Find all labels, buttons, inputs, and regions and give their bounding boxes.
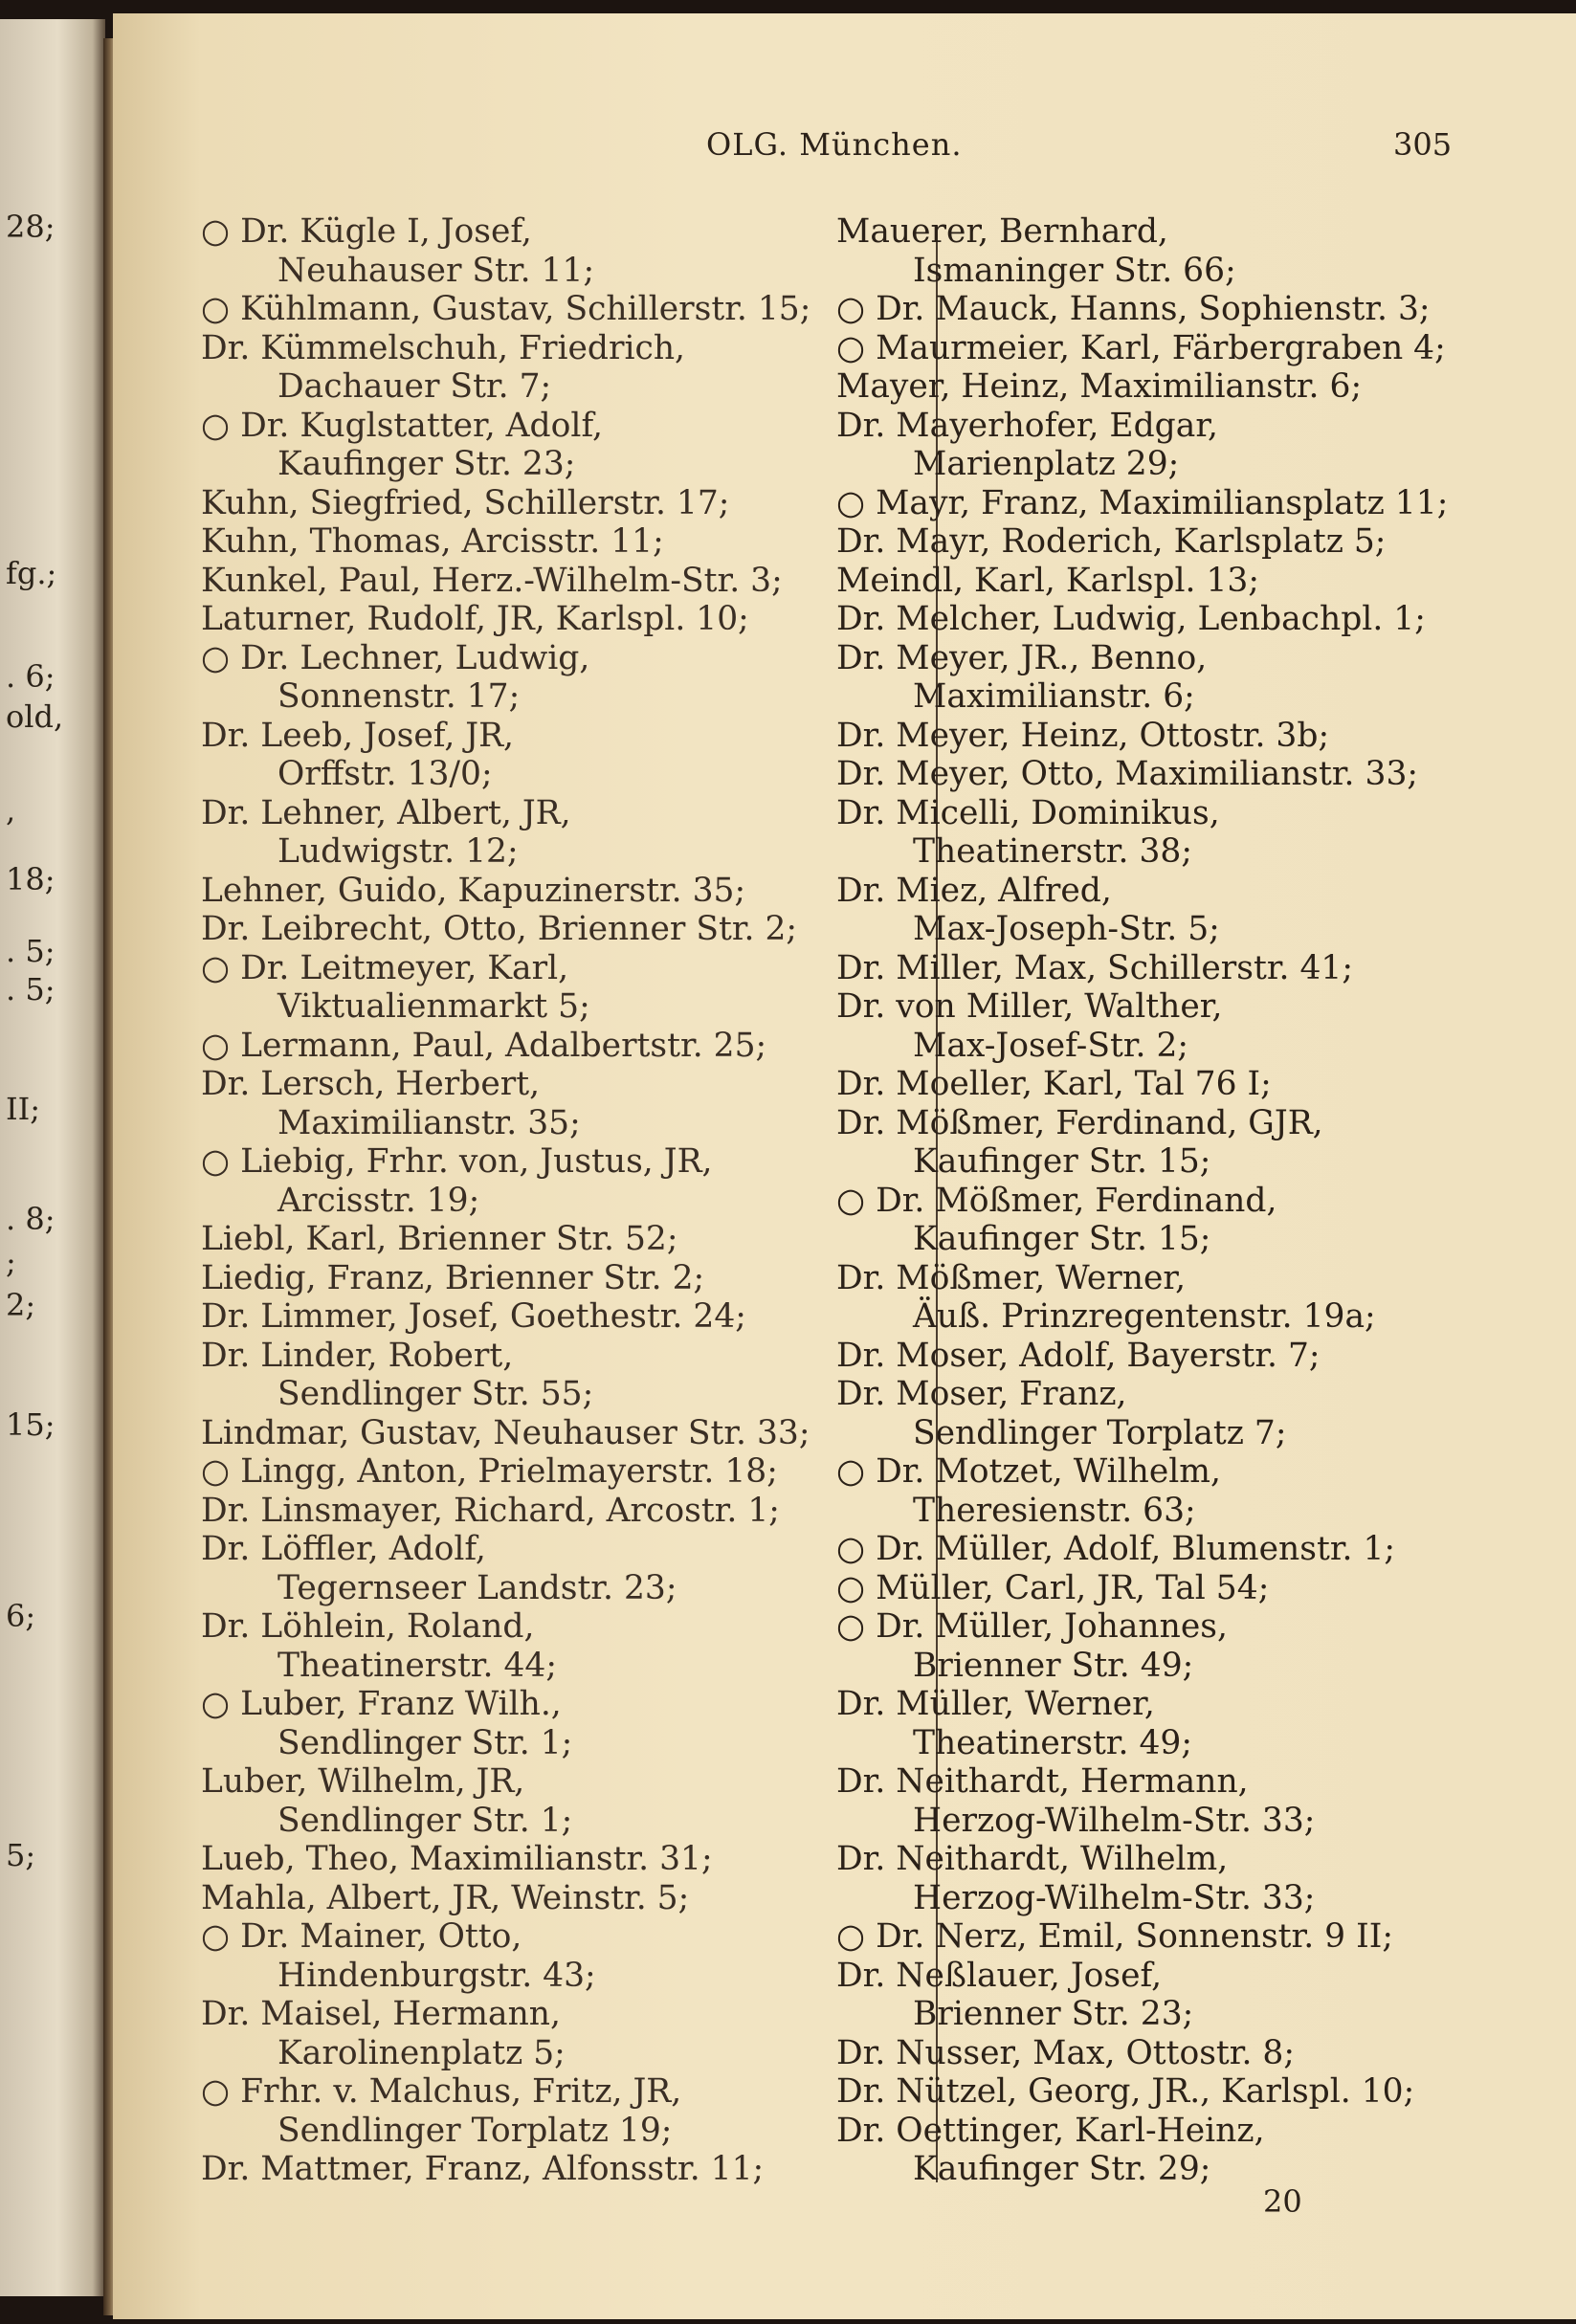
page-header: OLG. München. (706, 126, 963, 163)
list-item: Liebl, Karl, Brienner Str. 52; (201, 1220, 678, 1258)
list-item: Viktualienmarkt 5; (277, 987, 590, 1026)
list-item: Dr. Mößmer, Ferdinand, GJR, (836, 1103, 1323, 1142)
list-item: Dr. Moeller, Karl, Tal 76 I; (836, 1065, 1272, 1103)
list-item: ○ Dr. Mößmer, Ferdinand, (836, 1181, 1277, 1220)
margin-fragment: 6; (6, 1598, 36, 1634)
list-item: Sendlinger Str. 55; (277, 1375, 594, 1413)
list-item: ○ Müller, Carl, JR, Tal 54; (836, 1568, 1270, 1607)
margin-fragment: . 5; (6, 971, 55, 1007)
list-item: Ludwigstr. 12; (277, 832, 519, 871)
list-item: Max-Josef-Str. 2; (913, 1026, 1189, 1065)
list-item: Dr. Melcher, Ludwig, Lenbachpl. 1; (836, 600, 1426, 638)
list-item: Sendlinger Str. 1; (277, 1801, 573, 1840)
margin-fragment: 2; (6, 1287, 36, 1323)
list-item: Lehner, Guido, Kapuzinerstr. 35; (201, 871, 746, 910)
list-item: Sonnenstr. 17; (277, 677, 521, 716)
list-item: Brienner Str. 23; (913, 1995, 1194, 2033)
list-item: Äuß. Prinzregentenstr. 19a; (913, 1297, 1376, 1336)
list-item: Maximilianstr. 35; (277, 1103, 581, 1142)
list-item: Dr. Meyer, Otto, Maximilianstr. 33; (836, 755, 1419, 793)
list-item: Dr. Meyer, JR., Benno, (836, 638, 1208, 677)
list-item: Brienner Str. 49; (913, 1646, 1194, 1685)
list-item: ○ Dr. Leitmeyer, Karl, (201, 948, 569, 987)
margin-fragment: old, (6, 698, 64, 735)
list-item: ○ Dr. Mauck, Hanns, Sophienstr. 3; (836, 290, 1431, 328)
list-item: Dr. Oettinger, Karl-Heinz, (836, 2111, 1265, 2150)
list-item: ○ Maurmeier, Karl, Färbergraben 4; (836, 328, 1446, 367)
margin-fragment: . 6; (6, 658, 55, 695)
list-item: Lueb, Theo, Maximilianstr. 31; (201, 1840, 713, 1878)
list-item: Tegernseer Landstr. 23; (277, 1568, 677, 1607)
signature-mark: 20 (1263, 2183, 1302, 2220)
page-number: 305 (1393, 126, 1453, 163)
list-item: Theatinerstr. 49; (913, 1723, 1192, 1762)
list-item: Liedig, Franz, Brienner Str. 2; (201, 1258, 705, 1297)
margin-fragment: 5; (6, 1837, 36, 1873)
list-item: ○ Dr. Müller, Adolf, Blumenstr. 1; (836, 1530, 1396, 1568)
list-item: Sendlinger Torplatz 19; (277, 2111, 673, 2150)
list-item: ○ Frhr. v. Malchus, Fritz, JR, (201, 2072, 682, 2111)
margin-fragment: , (6, 792, 16, 829)
list-item: Sendlinger Str. 1; (277, 1723, 573, 1762)
list-item: Dr. Neithardt, Hermann, (836, 1762, 1249, 1801)
list-item: Herzog-Wilhelm-Str. 33; (913, 1878, 1316, 1917)
list-item: ○ Dr. Motzet, Wilhelm, (836, 1452, 1221, 1491)
list-item: Dr. Micelli, Dominikus, (836, 793, 1220, 832)
list-item: ○ Liebig, Frhr. von, Justus, JR, (201, 1142, 713, 1181)
list-item: Dr. Mayerhofer, Edgar, (836, 406, 1218, 445)
margin-fragment: 18; (6, 861, 55, 897)
list-item: ○ Mayr, Franz, Maximiliansplatz 11; (836, 483, 1449, 522)
list-item: Dr. Linder, Robert, (201, 1336, 514, 1375)
list-item: ○ Dr. Müller, Johannes, (836, 1607, 1228, 1646)
list-item: Dr. Löffler, Adolf, (201, 1530, 486, 1568)
list-item: Kuhn, Thomas, Arcisstr. 11; (201, 522, 664, 561)
list-item: Dr. Leibrecht, Otto, Brienner Str. 2; (201, 910, 798, 948)
list-item: Dr. Meyer, Heinz, Ottostr. 3b; (836, 716, 1330, 755)
list-item: Dr. Kümmelschuh, Friedrich, (201, 328, 686, 367)
list-item: ○ Dr. Kuglstatter, Adolf, (201, 406, 603, 445)
list-item: ○ Dr. Nerz, Emil, Sonnenstr. 9 II; (836, 1917, 1393, 1956)
margin-fragment: II; (6, 1091, 41, 1127)
list-item: Laturner, Rudolf, JR, Karlspl. 10; (201, 600, 749, 638)
list-item: ○ Kühlmann, Gustav, Schillerstr. 15; (201, 290, 811, 328)
list-item: Kaufinger Str. 23; (277, 445, 576, 483)
list-item: Maximilianstr. 6; (913, 677, 1195, 716)
list-item: Dr. Müller, Werner, (836, 1685, 1155, 1723)
left-column (201, 212, 928, 2189)
page (113, 13, 1576, 2319)
list-item: Lindmar, Gustav, Neuhauser Str. 33; (201, 1413, 810, 1452)
list-item: Karolinenplatz 5; (277, 2033, 566, 2072)
list-item: Mahla, Albert, JR, Weinstr. 5; (201, 1878, 690, 1917)
list-item: Arcisstr. 19; (277, 1181, 480, 1220)
list-item: Kaufinger Str. 15; (913, 1220, 1211, 1258)
list-item: Sendlinger Torplatz 7; (913, 1413, 1287, 1452)
margin-fragment: fg.; (6, 555, 57, 591)
list-item: Hindenburgstr. 43; (277, 1956, 596, 1995)
list-item: Orffstr. 13/0; (277, 755, 493, 793)
list-item: Dr. Mößmer, Werner, (836, 1258, 1187, 1297)
list-item: Dr. Moser, Adolf, Bayerstr. 7; (836, 1336, 1321, 1375)
list-item: Dr. Linsmayer, Richard, Arcostr. 1; (201, 1491, 780, 1530)
list-item: Dr. Maisel, Hermann, (201, 1995, 561, 2033)
facing-page-edge (0, 19, 105, 2296)
list-item: Dr. Lersch, Herbert, (201, 1065, 541, 1103)
list-item: Meindl, Karl, Karlspl. 13; (836, 561, 1259, 600)
list-item: Theatinerstr. 38; (913, 832, 1192, 871)
list-item: Dr. Mayr, Roderich, Karlsplatz 5; (836, 522, 1387, 561)
list-item: ○ Lermann, Paul, Adalbertstr. 25; (201, 1026, 767, 1065)
list-item: ○ Dr. Lechner, Ludwig, (201, 638, 590, 677)
margin-fragment: ; (6, 1244, 16, 1280)
list-item: Dachauer Str. 7; (277, 367, 552, 406)
list-item: Max-Joseph-Str. 5; (913, 910, 1220, 948)
list-item: Dr. Nützel, Georg, JR., Karlspl. 10; (836, 2072, 1415, 2111)
list-item: Dr. Leeb, Josef, JR, (201, 716, 515, 755)
list-item: Mayer, Heinz, Maximilianstr. 6; (836, 367, 1363, 406)
list-item: Dr. Nusser, Max, Ottostr. 8; (836, 2033, 1296, 2072)
list-item: Luber, Wilhelm, JR, (201, 1762, 525, 1801)
list-item: Marienplatz 29; (913, 445, 1180, 483)
list-item: Theresienstr. 63; (913, 1491, 1196, 1530)
list-item: Dr. Miller, Max, Schillerstr. 41; (836, 948, 1353, 987)
list-item: ○ Dr. Mainer, Otto, (201, 1917, 522, 1956)
list-item: Kaufinger Str. 15; (913, 1142, 1211, 1181)
margin-fragment: . 8; (6, 1201, 55, 1237)
list-item: Dr. Lehner, Albert, JR, (201, 793, 571, 832)
list-item: Kuhn, Siegfried, Schillerstr. 17; (201, 483, 730, 522)
list-item: Dr. Mattmer, Franz, Alfonsstr. 11; (201, 2150, 765, 2188)
margin-fragment: 28; (6, 209, 55, 245)
list-item: Mauerer, Bernhard, (836, 212, 1168, 251)
right-column (836, 212, 1564, 2189)
list-item: Dr. Miez, Alfred, (836, 871, 1112, 910)
list-item: Dr. Neithardt, Wilhelm, (836, 1840, 1229, 1878)
list-item: Kunkel, Paul, Herz.-Wilhelm-Str. 3; (201, 561, 783, 600)
list-item: ○ Lingg, Anton, Prielmayerstr. 18; (201, 1452, 778, 1491)
list-item: Dr. Neßlauer, Josef, (836, 1956, 1163, 1995)
list-item: Dr. Löhlein, Roland, (201, 1607, 535, 1646)
list-item: Ismaninger Str. 66; (913, 251, 1236, 290)
list-item: ○ Dr. Kügle I, Josef, (201, 212, 532, 251)
list-item: Herzog-Wilhelm-Str. 33; (913, 1801, 1316, 1840)
list-item: Dr. Limmer, Josef, Goethestr. 24; (201, 1297, 746, 1336)
list-item: Theatinerstr. 44; (277, 1646, 557, 1685)
list-item: Neuhauser Str. 11; (277, 251, 595, 290)
list-item: ○ Luber, Franz Wilh., (201, 1685, 562, 1723)
list-item: Dr. Moser, Franz, (836, 1375, 1127, 1413)
list-item: Kaufinger Str. 29; (913, 2150, 1211, 2188)
margin-fragment: 15; (6, 1406, 55, 1443)
list-item: Dr. von Miller, Walther, (836, 987, 1223, 1026)
margin-fragment: . 5; (6, 933, 55, 969)
